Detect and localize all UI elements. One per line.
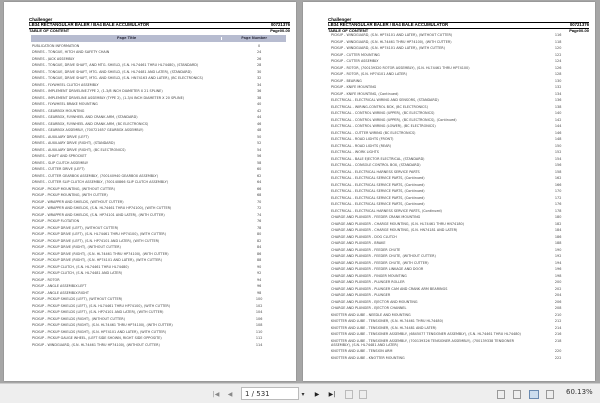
toc-page-number: 190 xyxy=(554,247,562,252)
toc-page-number: 86 xyxy=(256,251,262,256)
doc-title: LB34 RECTANGULAR BALER / BA4 BALE ACCUMULATOR xyxy=(29,22,150,27)
toc-page-number: 130 xyxy=(554,78,562,83)
brand: Challenger xyxy=(29,17,53,22)
toc-page-number: 202 xyxy=(554,286,562,291)
toc-title: ELECTRICAL - ELECTRICAL SERVICE PARTS, (Continued) xyxy=(331,195,425,200)
toc-page-number: 154 xyxy=(554,156,562,161)
toc-title: PICKUP - ANGLE ASSEMBLY-RIGHT xyxy=(32,290,89,295)
toc-page-number: 58 xyxy=(256,160,262,165)
toc-title: PICKUP - WINDGUARD, (S.N. HL74461 THRU HP74100), (WITH CUTTER) xyxy=(331,39,452,44)
toc-title: DRIVES - TONGUE, DRIVE SHAFT, AND MTG. SHIELD, (S.N. HL74461 THRU HL74480), (STANDARD) xyxy=(32,63,199,68)
toc-page-number: 100 xyxy=(255,297,263,302)
toc-title: DRIVES - GEARBOX ASSEMBLY, (700721657 GEARBOX ASSEMBLY) xyxy=(32,128,144,133)
toc-title: DRIVES - JACK ASSEMBLY xyxy=(32,56,75,61)
toc-page-number: 188 xyxy=(554,241,562,246)
toc-title: DRIVES - GEARBOX MOUNTING xyxy=(32,108,85,113)
toc-title: ELECTRICAL - ELECTRICAL SERVICE PARTS, (Continued) xyxy=(331,202,425,207)
toc-page-number: 140 xyxy=(554,111,562,116)
toc-title: PICKUP - PICKUP SHIELDS (RIGHT), (S.N. HL74461 THRU HP74100), (WITH CUTTER) xyxy=(32,323,173,328)
doc-code: 00721376 xyxy=(270,22,290,27)
toc-page-number: 50 xyxy=(256,134,262,139)
toc-title: DRIVES - GEARBOX, FLYWHEEL AND CRANK ARM, (BC ELECTRONICS) xyxy=(32,121,149,126)
toc-page-number: 52 xyxy=(256,141,262,146)
toc-page-number: 32 xyxy=(256,76,262,81)
toc-title: CHARGE AND PLUNGER - FINGER MOUNTING xyxy=(331,273,407,278)
toc-title: PICKUP - PICKUP SHIELDS (LEFT), (WITHOUT CUTTER) xyxy=(32,297,123,302)
toc-page-number: 80 xyxy=(256,232,262,237)
toc-title: CHARGE AND PLUNGER - PLUNGER xyxy=(331,293,391,298)
toc-page-number: 194 xyxy=(554,260,562,265)
next-page-icon[interactable]: ▶ xyxy=(314,390,320,398)
toc-page-number: 102 xyxy=(255,303,263,308)
toc-page-number: 156 xyxy=(554,163,562,168)
toc-page-number: 136 xyxy=(554,98,562,103)
toc-title: PICKUP - PICKUP SHIELDS (RIGHT), (S.N. HP74101 AND LATER), (WITH CUTTER) xyxy=(32,329,167,334)
toc-table xyxy=(330,33,585,362)
toc-page-number: 216 xyxy=(554,332,562,337)
toc-title: DRIVES - SHAFT AND SPROCKET xyxy=(32,154,87,159)
toc-title: PICKUP - WINDGUARD, (S.N. HP74101 AND LATER), (WITHOUT CUTTER) xyxy=(331,33,453,38)
page-number-input[interactable]: 1 / 531 xyxy=(241,387,299,400)
toc-page-number: 40 xyxy=(256,102,262,107)
continuous-view-icon[interactable] xyxy=(512,389,522,399)
two-page-continuous-view-icon[interactable] xyxy=(545,389,555,399)
toc-title: ELECTRICAL - BALE EJECTOR ELECTRICAL, (STANDARD) xyxy=(331,156,425,161)
toc-title: ELECTRICAL - ROAD LIGHTS (REAR) xyxy=(331,143,392,148)
table-header xyxy=(31,35,286,42)
toc-page-number: 218 xyxy=(554,338,562,343)
toc-title: CHARGE AND PLUNGER - CHARGE MOUNTING, (S.N. HL74461 THRU HN74180) xyxy=(331,221,464,226)
page-header xyxy=(328,17,589,33)
toc-page-number: 62 xyxy=(256,173,262,178)
toc-page-number: 212 xyxy=(554,319,562,324)
toc-page-number: 104 xyxy=(255,310,263,315)
pdf-page-right xyxy=(303,2,595,381)
toc-page-number: 132 xyxy=(554,85,562,90)
toc-page-number: 182 xyxy=(554,221,562,226)
toc-page-number: 28 xyxy=(256,63,262,68)
toc-title: DRIVES - FLYWHEEL CLUTCH ASSEMBLY xyxy=(32,82,99,87)
toc-page-number: 90 xyxy=(256,264,262,269)
toc-title: CHARGE AND PLUNGER - EJECTOR CHANNEL xyxy=(331,306,407,311)
toc-page-number: 54 xyxy=(256,147,262,152)
toc-page-number: 210 xyxy=(554,312,562,317)
toc-page-number: 134 xyxy=(554,91,562,96)
toc-page-number: 150 xyxy=(554,143,562,148)
toc-title: ELECTRICAL - ELECTRICAL WIRING AND SENSORS, (STANDARD) xyxy=(331,98,439,103)
toc-page-number: 0 xyxy=(258,43,261,48)
doc-code: 00721376 xyxy=(569,22,589,27)
pdf-page-left xyxy=(4,2,296,381)
toc-page-number: 26 xyxy=(256,56,262,61)
toc-title: CHARGE AND PLUNGER - PLUNGER ROLLER xyxy=(331,280,405,285)
toc-title: ELECTRICAL - CONTROL WIRING (LOWER), (BC ELECTRONICS) xyxy=(331,124,436,129)
toc-page-number: 124 xyxy=(554,59,562,64)
toc-title: CHARGE AND PLUNGER - PLUNGER CAM AND CRANK ARM BEARINGS xyxy=(331,286,448,291)
toc-title: ELECTRICAL - ELECTRICAL HARNESS SERVICE PARTS xyxy=(331,169,420,174)
doc-title: LB34 RECTANGULAR BALER / BA4 BALE ACCUMULATOR xyxy=(328,22,449,27)
copy-icon[interactable] xyxy=(344,389,353,399)
toc-title: PUBLICATION INFORMATION xyxy=(32,43,80,48)
toc-page-number: 192 xyxy=(554,254,562,259)
toc-title: PICKUP - PICKUP DRIVE (LEFT), (WITHOUT CUTTER) xyxy=(32,225,119,230)
toc-page-number: 60 xyxy=(256,167,262,172)
toc-title: ELECTRICAL - CONTROL WIRING (UPPER), (BC ELECTRONICS) xyxy=(331,111,435,116)
toc-page-number: 108 xyxy=(255,323,263,328)
toc-page-number: 72 xyxy=(256,206,262,211)
toc-title: PICKUP - KNIFE MOUNTING xyxy=(331,85,377,90)
toc-title: DRIVES - GEARBOX, FLYWHEEL AND CRANK ARM, (STANDARD) xyxy=(32,115,138,120)
copy-alt-icon[interactable] xyxy=(358,389,367,399)
toc-title: KNOTTER AND LUBE - TENSIONER ASSEMBLY, (6845077 TENSIONER ASSEMBLY), (S.N. HL74461 THRU HL74480) xyxy=(331,332,521,337)
toc-title: PICKUP - PICKUP MOUNTING, (WITH CUTTER) xyxy=(32,193,108,198)
toc-title: PICKUP - BEARING xyxy=(331,78,362,83)
toc-title: DRIVES - AUXILIARY DRIVE (LEFT) xyxy=(32,134,89,139)
toc-title: ELECTRICAL - WORK LIGHTS xyxy=(331,150,379,155)
toc-page-number: 138 xyxy=(554,104,562,109)
toc-title: CHARGE AND PLUNGER - DOG CLUTCH xyxy=(331,234,397,239)
toc-title: KNOTTER AND LUBE - TENSIONER ASSEMBLY, (700139326 TENSIONER ASSEMBLY), (700139338 TENSIONER ASSEMBLY), (S.N. HL74481 AND LATER) xyxy=(331,338,514,347)
toc-title: ELECTRICAL - CONTROL WIRING (UPPER), (BC ELECTRONICS), (Continued) xyxy=(331,117,457,122)
toc-title: PICKUP - PICKUP DRIVE (RIGHT), (WITHOUT CUTTER) xyxy=(32,245,121,250)
toc-page-number: 152 xyxy=(554,150,562,155)
toc-title: ELECTRICAL - ELECTRICAL SERVICE PARTS, (Continued) xyxy=(331,176,425,181)
toc-title: PICKUP - PICKUP DRIVE (RIGHT), (S.N. HP74101 AND LATER), (WITH CUTTER) xyxy=(32,258,162,263)
toc-title: PICKUP - ROTOR, (700139320 ROTOR ASSEMBLY), (S.N. HL74461 THRU HP74100) xyxy=(331,65,470,70)
toc-title: PICKUP - KNIFE MOUNTING, (Continued) xyxy=(331,91,399,96)
toc-title: ELECTRICAL - CONSOLE CONTROL BOX, (STANDARD) xyxy=(331,163,421,168)
toc-page-number: 106 xyxy=(255,316,263,321)
toc-page-number: 66 xyxy=(256,186,262,191)
toc-page-number: 166 xyxy=(554,182,562,187)
toc-page-number: 176 xyxy=(554,202,562,207)
toc-title: DRIVES - TONGUE, DRIVE SHAFT, MTG. AND SHIELD, (S.N. HL74481 AND LATER), (STANDARD) xyxy=(32,69,192,74)
toc-page-number: 46 xyxy=(256,121,262,126)
toc-page-number: 196 xyxy=(554,267,562,272)
toc-page-number: 98 xyxy=(256,290,262,295)
toc-page-number: 214 xyxy=(554,325,562,330)
toc-page-number: 206 xyxy=(554,299,562,304)
toc-page-number: 84 xyxy=(256,245,262,250)
toc-title: DRIVES - TONGUE, DRIVE SHAFT, MTG. AND SHIELD, (S.N. HN74163 AND LATER), (BC ELECTRONICS) xyxy=(32,76,203,81)
toc-title: PICKUP - PICKUP SHIELDS (RIGHT), (WITHOUT CUTTER) xyxy=(32,316,125,321)
toc-page-number: 162 xyxy=(554,176,562,181)
toc-page-number: 144 xyxy=(554,124,562,129)
toc-page-number: 64 xyxy=(256,180,262,185)
toc-title: PICKUP - PICKUP FLOTATION xyxy=(32,219,80,224)
toc-page-number: 92 xyxy=(256,271,262,276)
toc-page-number: 172 xyxy=(554,195,562,200)
single-page-view-icon[interactable] xyxy=(496,389,506,399)
toc-title: PICKUP - WRAPPER AND SHIELDS, (WITHOUT CUTTER) xyxy=(32,199,124,204)
toc-page-number: 170 xyxy=(554,189,562,194)
col-page-title: Page Title xyxy=(31,37,222,41)
toc-title: PICKUP - PICKUP DRIVE (LEFT), (S.N. HP74101 AND LATER), (WITH CUTTER) xyxy=(32,238,160,243)
toc-title: ELECTRICAL - CUTTER WIRING (BC ELECTRONICS) xyxy=(331,130,416,135)
two-page-view-icon[interactable] xyxy=(528,389,539,399)
toc-page-number: 142 xyxy=(554,117,562,122)
toc-title: DRIVES - CUTTER DRIVE (LEFT) xyxy=(32,167,85,172)
toc-page-number: 120 xyxy=(554,46,562,51)
toc-title: PICKUP - WINDGUARD, (S.N. HL74461 THRU HP74100), (WITHOUT CUTTER) xyxy=(32,342,160,347)
col-page-number: Page Number xyxy=(241,35,268,40)
toc-title: PICKUP - PICKUP GAUGE WHEEL, (LEFT SIDE SHOWN, RIGHT SIDE OPPOSITE) xyxy=(32,336,162,341)
toc-title: PICKUP - WRAPPER AND SHIELDS, (S.N. HL74461 THRU HP74100), (WITH CUTTER) xyxy=(32,206,172,211)
toc-title: DRIVES - FLYWHEEL BRAKE MOUNTING xyxy=(32,102,98,107)
toc-page-number: 204 xyxy=(554,293,562,298)
page-header xyxy=(29,17,290,33)
toc-title: DRIVES - SLIP CLUTCH ASSEMBLY xyxy=(32,160,89,165)
toc-page-number: 220 xyxy=(554,349,562,354)
toc-title: ELECTRICAL - WIRING-CONTROL BOX, (BC ELECTRONICS) xyxy=(331,104,428,109)
toc-page-number: 114 xyxy=(255,342,263,347)
brand: Challenger xyxy=(328,17,352,22)
toc-page-number: 184 xyxy=(554,228,562,233)
toc-page-number: 208 xyxy=(554,306,562,311)
toc-title: CHARGE AND PLUNGER - FEEDER CHUTE xyxy=(331,247,401,252)
toc-title: CHARGE AND PLUNGER - BRAKE xyxy=(331,241,386,246)
toc-page-number: 180 xyxy=(554,215,562,220)
toc-table xyxy=(31,35,286,349)
toc-title: CHARGE AND PLUNGER - FEEDER CHUTE, (WITHOUT CUTTER) xyxy=(331,254,436,259)
toc-page-number: 34 xyxy=(256,82,262,87)
toc-title: ELECTRICAL - ELECTRICAL SERVICE PARTS, (Continued) xyxy=(331,189,425,194)
toc-title: DRIVES - AUXILIARY DRIVE (RIGHT), (BC ELECTRONICS) xyxy=(32,147,126,152)
toc-page-number: 178 xyxy=(554,208,562,213)
toc-page-number: 78 xyxy=(256,225,262,230)
toc-page-number: 112 xyxy=(255,336,263,341)
toc-title: PICKUP - PICKUP CLUTCH, (S.N. HL74481 AND LATER) xyxy=(32,271,123,276)
toc-title: DRIVES - CUTTER SLIP CLUTCH ASSEMBLY, (700140866 SLIP CLUTCH ASSEMBLY) xyxy=(32,180,169,185)
page-dropdown-icon[interactable]: ▾ xyxy=(301,390,305,398)
toc-page-number: 30 xyxy=(256,69,262,74)
toc-row[interactable] xyxy=(31,343,286,350)
toc-title: DRIVES - AUXILIARY DRIVE (RIGHT), (STANDARD) xyxy=(32,141,115,146)
toc-page-number: 122 xyxy=(554,52,562,57)
toc-page-number: 70 xyxy=(256,199,262,204)
toc-title: ELECTRICAL - ROAD LIGHTS (FRONT) xyxy=(331,137,394,142)
toc-page-number: 146 xyxy=(554,130,562,135)
toc-title: CHARGE AND PLUNGER - FEEDER CHUTE, (WITH CUTTER) xyxy=(331,260,429,265)
toc-title: PICKUP - WINDGUARD, (S.N. HP74101 AND LATER), (WITH CUTTER) xyxy=(331,46,445,51)
toc-page-number: 74 xyxy=(256,212,262,217)
page-ref: Page00-00 xyxy=(270,27,290,33)
toc-title: DRIVES - CUTTER GEARBOX ASSEMBLY, (700140940 GEARBOX ASSEMBLY) xyxy=(32,173,158,178)
toc-page-number: 200 xyxy=(554,280,562,285)
toc-title: KNOTTER AND LUBE - TENSION ARM xyxy=(331,349,393,354)
toc-title: PICKUP - PICKUP MOUNTING, (WITHOUT CUTTER) xyxy=(32,186,115,191)
toc-title: CHARGE AND PLUNGER - FEEDER LINKAGE AND DOOR xyxy=(331,267,424,272)
toc-title: CHARGE AND PLUNGER - FEEDER CRANK MOUNTING xyxy=(331,215,421,220)
toc-page-number: 94 xyxy=(256,277,262,282)
toc-page-number: 38 xyxy=(256,95,262,100)
toc-title: CHARGE AND PLUNGER - EJECTOR AND MOUNTING xyxy=(331,299,418,304)
toc-title: PICKUP - CUTTER ASSEMBLY xyxy=(331,59,379,64)
toc-page-number: 42 xyxy=(256,108,262,113)
toc-page-number: 82 xyxy=(256,238,262,243)
first-page-icon[interactable]: |◀ xyxy=(212,390,220,398)
toc-title: PICKUP - ROTOR, (S.N. HP74101 AND LATER) xyxy=(331,72,407,77)
toc-title: DRIVES - IMPLEMENT DRIVELINE ASSEMBLY (TYPE 2), (1-3/4 INCH DIAMETER X 20 SPLINE) xyxy=(32,95,185,100)
toc-title: CHARGE AND PLUNGER - CHARGE MOUNTING, (S.N. HN74181 AND LATER) xyxy=(331,228,458,233)
toc-page-number: 222 xyxy=(554,355,562,360)
toc-page-number: 198 xyxy=(554,273,562,278)
toc-page-number: 24 xyxy=(256,50,262,55)
page-ref: Page00-00 xyxy=(569,27,589,33)
toc-page-number: 158 xyxy=(554,169,562,174)
toc-row[interactable] xyxy=(330,355,585,362)
toc-page-number: 76 xyxy=(256,219,262,224)
toc-title: PICKUP - PICKUP CLUTCH, (S.N. HL74461 THRU HL74480) xyxy=(32,264,129,269)
section-title: TABLE OF CONTENT xyxy=(29,27,70,33)
toc-page-number: 68 xyxy=(256,193,262,198)
section-title: TABLE OF CONTENT xyxy=(328,27,369,33)
toc-title: PICKUP - ROTOR xyxy=(32,277,60,282)
toc-page-number: 88 xyxy=(256,258,262,263)
toc-page-number: 96 xyxy=(256,284,262,289)
previous-page-icon[interactable]: ◀ xyxy=(227,390,233,398)
toc-page-number: 36 xyxy=(256,89,262,94)
toc-title: KNOTTER AND LUBE - NEEDLE AND MOUNTING xyxy=(331,312,411,317)
toc-title: KNOTTER AND LUBE - TENSIONER, (S.N. HL74481 AND LATER) xyxy=(331,325,437,330)
toc-page-number: 110 xyxy=(255,329,263,334)
viewer-toolbar xyxy=(0,383,600,403)
toc-title: KNOTTER AND LUBE - KNOTTER MOUNTING xyxy=(331,355,405,360)
toc-page-number: 116 xyxy=(554,33,562,38)
toc-title: ELECTRICAL - ELECTRICAL SERVICE PARTS, (Continued) xyxy=(331,182,425,187)
toc-title: DRIVES - TONGUE, HITCH AND SAFETY CHAIN xyxy=(32,50,110,55)
toc-title: PICKUP - PICKUP SHIELDS (LEFT), (S.N. HP74101 AND LATER), (WITH CUTTER) xyxy=(32,310,164,315)
toc-page-number: 44 xyxy=(256,115,262,120)
toc-page-number: 118 xyxy=(554,39,562,44)
toc-page-number: 148 xyxy=(554,137,562,142)
toc-title: PICKUP - PICKUP DRIVE (RIGHT), (S.N. HL74461 THRU HP74100), (WITH CUTTER) xyxy=(32,251,169,256)
toc-title: ELECTRICAL - ELECTRICAL HARNESS SERVICE PARTS, (Continued) xyxy=(331,208,442,213)
toc-page-number: 48 xyxy=(256,128,262,133)
toc-row[interactable] xyxy=(330,339,585,349)
toc-title: KNOTTER AND LUBE - TENSIONER, (S.N. HL74461 THRU HL74480) xyxy=(331,319,444,324)
toc-title: PICKUP - WRAPPER AND SHIELDS, (S.N. HP74101 AND LATER), (WITH CUTTER) xyxy=(32,212,165,217)
toc-title: PICKUP - PICKUP DRIVE (LEFT), (S.N. HL74461 THRU HP74100), (WITH CUTTER) xyxy=(32,232,166,237)
toc-title: DRIVES - IMPLEMENT DRIVELINE-TYPE 2, (1-3/8 INCH DIAMETER X 21 SPLINE) xyxy=(32,89,163,94)
toc-title: PICKUP - PICKUP SHIELDS (LEFT), (S.N. HL74461 THRU HP74100), (WITH CUTTER) xyxy=(32,303,171,308)
toc-page-number: 128 xyxy=(554,72,562,77)
zoom-level[interactable]: 60.13% xyxy=(566,388,593,396)
toc-page-number: 56 xyxy=(256,154,262,159)
last-page-icon[interactable]: ▶| xyxy=(328,390,336,398)
toc-page-number: 126 xyxy=(554,65,562,70)
toc-page-number: 186 xyxy=(554,234,562,239)
toc-title: PICKUP - ANGLE ASSEMBLY-LEFT xyxy=(32,284,87,289)
toc-title: PICKUP - CUTTER MOUNTING xyxy=(331,52,380,57)
